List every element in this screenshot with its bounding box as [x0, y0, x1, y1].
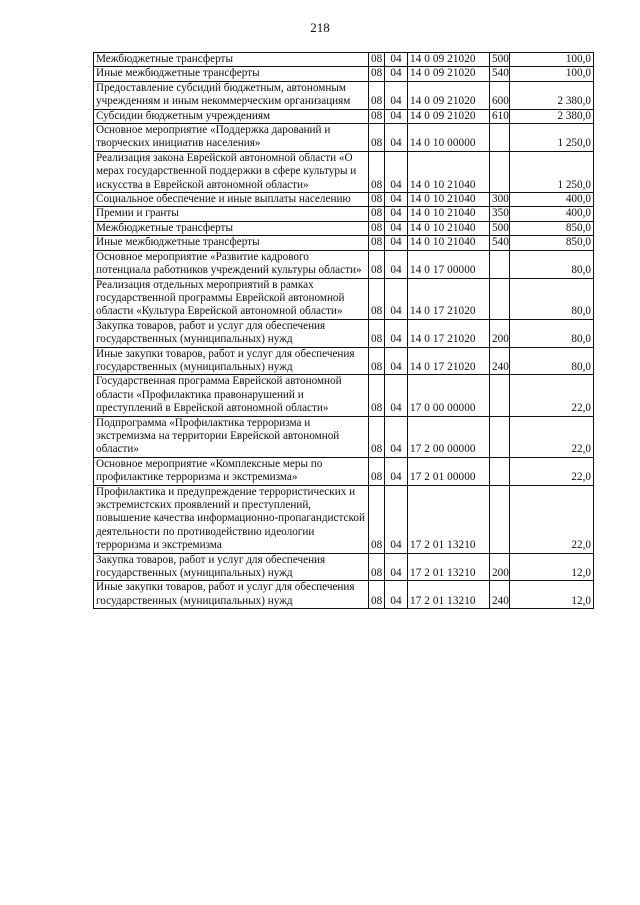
expense-type-cell: 540	[490, 67, 510, 81]
target-article-cell: 14 0 10 21040	[408, 207, 490, 221]
subsection-code-cell: 04	[385, 319, 408, 347]
expense-type-cell	[490, 278, 510, 319]
section-code-cell: 08	[369, 109, 385, 123]
expense-type-cell: 500	[490, 221, 510, 235]
section-code-cell: 08	[369, 221, 385, 235]
subsection-code-cell: 04	[385, 221, 408, 235]
expense-type-cell	[490, 416, 510, 457]
subsection-code-cell: 04	[385, 67, 408, 81]
target-article-cell: 17 2 00 00000	[408, 416, 490, 457]
table-row	[94, 81, 594, 109]
section-code-cell: 08	[369, 124, 385, 152]
row-name-cell: Премии и гранты	[94, 207, 369, 221]
row-name-cell: Иные закупки товаров, работ и услуг для обеспечения государственных (муниципальных) нужд	[94, 347, 369, 375]
target-article-cell: 14 0 17 21020	[408, 347, 490, 375]
amount-cell: 2 380,0	[510, 81, 594, 109]
amount-cell: 100,0	[510, 67, 594, 81]
target-article-cell: 14 0 09 21020	[408, 67, 490, 81]
row-name-cell: Реализация закона Еврейской автономной области «О мерах государственной поддержки в сфере культуры и искусства в Еврейской автономной области»	[94, 151, 369, 192]
table-row	[94, 581, 594, 609]
table-row	[94, 278, 594, 319]
table-row	[94, 375, 594, 416]
table-row	[94, 485, 594, 553]
amount-cell: 80,0	[510, 347, 594, 375]
subsection-code-cell: 04	[385, 581, 408, 609]
amount-cell: 850,0	[510, 236, 594, 250]
subsection-code-cell: 04	[385, 81, 408, 109]
row-name-cell: Подпрограмма «Профилактика терроризма и экстремизма на территории Еврейской автономной области»	[94, 416, 369, 457]
target-article-cell: 14 0 09 21020	[408, 53, 490, 67]
subsection-code-cell: 04	[385, 53, 408, 67]
row-name-cell: Реализация отдельных мероприятий в рамках государственной программы Еврейской автономной области «Культура Еврейской автономной области»	[94, 278, 369, 319]
section-code-cell: 08	[369, 581, 385, 609]
section-code-cell: 08	[369, 207, 385, 221]
row-name-cell: Закупка товаров, работ и услуг для обеспечения государственных (муниципальных) нужд	[94, 553, 369, 581]
target-article-cell: 17 2 01 13210	[408, 485, 490, 553]
row-name-cell: Профилактика и предупреждение террористических и экстремистских проявлений и преступлений, повышение качества информационно-пропагандистской деятельности по противодействию идеологии терроризма и экстремизма	[94, 485, 369, 553]
target-article-cell: 17 0 00 00000	[408, 375, 490, 416]
table-row	[94, 207, 594, 221]
amount-cell: 1 250,0	[510, 151, 594, 192]
table-row	[94, 236, 594, 250]
table-row	[94, 347, 594, 375]
subsection-code-cell: 04	[385, 151, 408, 192]
row-name-cell: Основное мероприятие «Комплексные меры по профилактике терроризма и экстремизма»	[94, 457, 369, 485]
amount-cell: 400,0	[510, 207, 594, 221]
section-code-cell: 08	[369, 319, 385, 347]
row-name-cell: Государственная программа Еврейской автономной области «Профилактика правонарушений и преступлений в Еврейской автономной области»	[94, 375, 369, 416]
expense-type-cell: 500	[490, 53, 510, 67]
section-code-cell: 08	[369, 193, 385, 207]
expense-type-cell: 200	[490, 319, 510, 347]
table-row	[94, 151, 594, 192]
target-article-cell: 17 2 01 13210	[408, 581, 490, 609]
subsection-code-cell: 04	[385, 193, 408, 207]
subsection-code-cell: 04	[385, 416, 408, 457]
subsection-code-cell: 04	[385, 485, 408, 553]
table-row	[94, 53, 594, 67]
section-code-cell: 08	[369, 553, 385, 581]
target-article-cell: 14 0 09 21020	[408, 109, 490, 123]
table-row	[94, 250, 594, 278]
expense-type-cell	[490, 457, 510, 485]
subsection-code-cell: 04	[385, 207, 408, 221]
table-row	[94, 221, 594, 235]
section-code-cell: 08	[369, 375, 385, 416]
section-code-cell: 08	[369, 236, 385, 250]
row-name-cell: Закупка товаров, работ и услуг для обеспечения государственных (муниципальных) нужд	[94, 319, 369, 347]
expense-type-cell	[490, 124, 510, 152]
target-article-cell: 14 0 09 21020	[408, 81, 490, 109]
expense-type-cell: 200	[490, 553, 510, 581]
row-name-cell: Субсидии бюджетным учреждениям	[94, 109, 369, 123]
section-code-cell: 08	[369, 347, 385, 375]
table-row	[94, 319, 594, 347]
row-name-cell: Иные межбюджетные трансферты	[94, 236, 369, 250]
amount-cell: 22,0	[510, 416, 594, 457]
expense-type-cell: 610	[490, 109, 510, 123]
expense-type-cell	[490, 375, 510, 416]
subsection-code-cell: 04	[385, 250, 408, 278]
target-article-cell: 14 0 10 21040	[408, 236, 490, 250]
target-article-cell: 17 2 01 13210	[408, 553, 490, 581]
expense-type-cell: 300	[490, 193, 510, 207]
section-code-cell: 08	[369, 81, 385, 109]
amount-cell: 2 380,0	[510, 109, 594, 123]
section-code-cell: 08	[369, 416, 385, 457]
budget-table	[93, 52, 594, 609]
expense-type-cell	[490, 151, 510, 192]
section-code-cell: 08	[369, 485, 385, 553]
table-row	[94, 193, 594, 207]
row-name-cell: Основное мероприятие «Развитие кадрового потенциала работников учреждений культуры области»	[94, 250, 369, 278]
section-code-cell: 08	[369, 278, 385, 319]
table-row	[94, 553, 594, 581]
row-name-cell: Иные закупки товаров, работ и услуг для обеспечения государственных (муниципальных) нужд	[94, 581, 369, 609]
expense-type-cell: 540	[490, 236, 510, 250]
amount-cell: 22,0	[510, 485, 594, 553]
target-article-cell: 14 0 17 21020	[408, 319, 490, 347]
subsection-code-cell: 04	[385, 278, 408, 319]
subsection-code-cell: 04	[385, 347, 408, 375]
section-code-cell: 08	[369, 53, 385, 67]
table-row	[94, 67, 594, 81]
row-name-cell: Иные межбюджетные трансферты	[94, 67, 369, 81]
budget-table-body	[94, 53, 594, 609]
amount-cell: 12,0	[510, 553, 594, 581]
amount-cell: 80,0	[510, 319, 594, 347]
target-article-cell: 14 0 17 21020	[408, 278, 490, 319]
section-code-cell: 08	[369, 457, 385, 485]
row-name-cell: Межбюджетные трансферты	[94, 53, 369, 67]
amount-cell: 850,0	[510, 221, 594, 235]
section-code-cell: 08	[369, 67, 385, 81]
target-article-cell: 14 0 10 21040	[408, 151, 490, 192]
table-row	[94, 416, 594, 457]
subsection-code-cell: 04	[385, 457, 408, 485]
section-code-cell: 08	[369, 151, 385, 192]
expense-type-cell: 240	[490, 581, 510, 609]
amount-cell: 100,0	[510, 53, 594, 67]
amount-cell: 22,0	[510, 375, 594, 416]
target-article-cell: 14 0 10 21040	[408, 221, 490, 235]
amount-cell: 80,0	[510, 278, 594, 319]
table-row	[94, 457, 594, 485]
amount-cell: 22,0	[510, 457, 594, 485]
row-name-cell: Основное мероприятие «Поддержка дарований и творческих инициатив населения»	[94, 124, 369, 152]
subsection-code-cell: 04	[385, 375, 408, 416]
row-name-cell: Социальное обеспечение и иные выплаты населению	[94, 193, 369, 207]
expense-type-cell	[490, 485, 510, 553]
target-article-cell: 14 0 10 21040	[408, 193, 490, 207]
target-article-cell: 14 0 10 00000	[408, 124, 490, 152]
target-article-cell: 17 2 01 00000	[408, 457, 490, 485]
target-article-cell: 14 0 17 00000	[408, 250, 490, 278]
expense-type-cell: 600	[490, 81, 510, 109]
amount-cell: 80,0	[510, 250, 594, 278]
subsection-code-cell: 04	[385, 236, 408, 250]
expense-type-cell: 350	[490, 207, 510, 221]
subsection-code-cell: 04	[385, 124, 408, 152]
amount-cell: 1 250,0	[510, 124, 594, 152]
expense-type-cell	[490, 250, 510, 278]
expense-type-cell: 240	[490, 347, 510, 375]
row-name-cell: Межбюджетные трансферты	[94, 221, 369, 235]
table-row	[94, 109, 594, 123]
table-row	[94, 124, 594, 152]
amount-cell: 12,0	[510, 581, 594, 609]
row-name-cell: Предоставление субсидий бюджетным, автономным учреждениям и иным некоммерческим организациям	[94, 81, 369, 109]
subsection-code-cell: 04	[385, 553, 408, 581]
amount-cell: 400,0	[510, 193, 594, 207]
page-number: 218	[310, 20, 330, 35]
section-code-cell: 08	[369, 250, 385, 278]
subsection-code-cell: 04	[385, 109, 408, 123]
